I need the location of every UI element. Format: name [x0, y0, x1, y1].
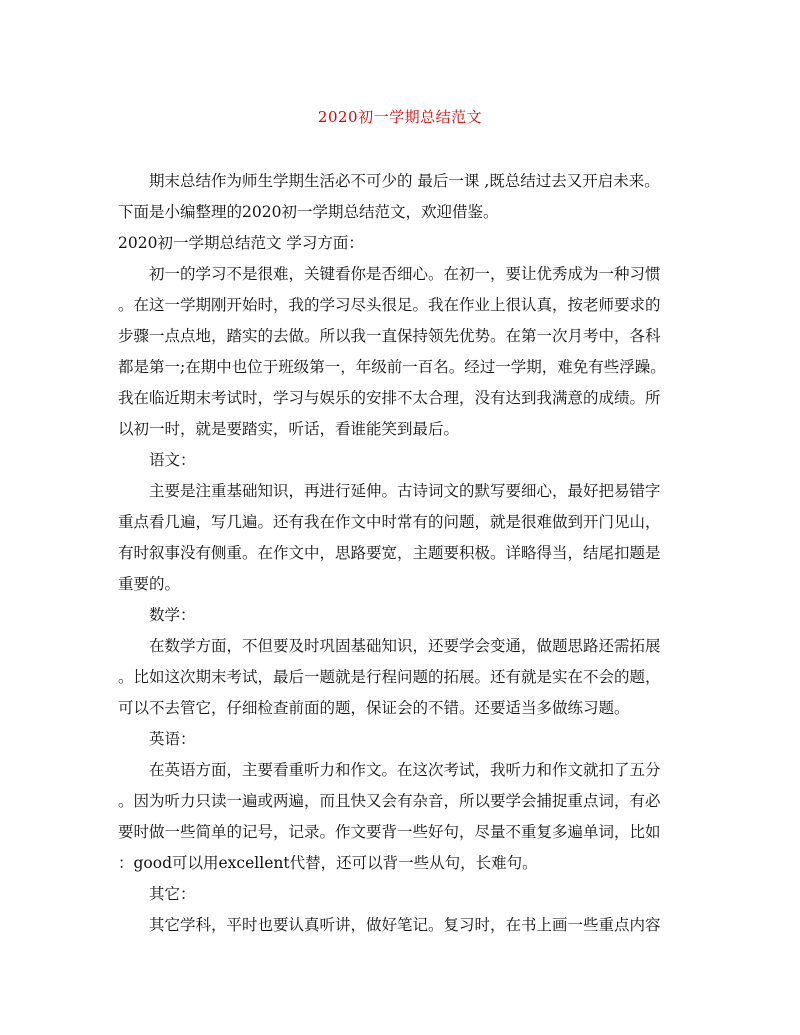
paragraph-line: 步骤一点点地，踏实的去做。所以我一直保持领先优势。在第一次月考中，各科	[118, 327, 661, 345]
section-heading: 其它：	[149, 885, 196, 903]
section-heading: 语文：	[149, 451, 196, 469]
paragraph-line: 重要的。	[118, 575, 181, 593]
paragraph-line: 其它学科，平时也要认真听讲，做好笔记。复习时，在书上画一些重点内容	[149, 916, 661, 934]
paragraph-line: ：good可以用excellent代替，还可以背一些从句，长难句。	[118, 854, 538, 872]
paragraph-line: 在数学方面，不但要及时巩固基础知识，还要学会变通，做题思路还需拓展	[149, 637, 661, 655]
paragraph-line: 在英语方面，主要看重听力和作文。在这次考试，我听力和作文就扣了五分	[149, 761, 661, 779]
paragraph-line: 重点看几遍，写几遍。还有我在作文中时常有的问题，就是很难做到开门见山，	[118, 513, 661, 531]
paragraph-line: 期末总结作为师生学期生活必不可少的 最后一课 ,既总结过去又开启未来。	[149, 172, 660, 190]
section-heading: 英语：	[149, 730, 196, 748]
paragraph-line: 我在临近期末考试时，学习与娱乐的安排不太合理，没有达到我满意的成绩。所	[118, 389, 661, 407]
paragraph-line: 主要是注重基础知识，再进行延伸。古诗词文的默写要细心，最好把易错字	[149, 482, 661, 500]
paragraph-line: 可以不去管它，仔细检查前面的题，保证会的不错。还要适当多做练习题。	[118, 699, 630, 717]
paragraph-line: 2020初一学期总结范文 学习方面：	[118, 234, 364, 252]
paragraph-line: 有时叙事没有侧重。在作文中，思路要宽，主题要积极。详略得当，结尾扣题是	[118, 544, 661, 562]
paragraph-line: 要时做一些简单的记号，记录。作文要背一些好句，尽量不重复多遍单词，比如	[118, 823, 661, 841]
section-heading: 数学：	[149, 606, 196, 624]
paragraph-line: 。比如这次期末考试，最后一题就是行程问题的拓展。还有就是实在不会的题，	[118, 668, 661, 686]
paragraph-line: 。在这一学期刚开始时，我的学习尽头很足。我在作业上很认真，按老师要求的	[118, 296, 661, 314]
paragraph-line: 都是第一;在期中也位于班级第一，年级前一百名。经过一学期，难免有些浮躁。	[118, 358, 666, 376]
paragraph-line: 。因为听力只读一遍或两遍，而且快又会有杂音，所以要学会捕捉重点词，有必	[118, 792, 661, 810]
paragraph-line: 初一的学习不是很难，关键看你是否细心。在初一，要让优秀成为一种习惯	[149, 265, 661, 283]
paragraph-line: 以初一时，就是要踏实，听话，看谁能笑到最后。	[118, 420, 460, 438]
document-title: 2020初一学期总结范文	[317, 108, 483, 126]
paragraph-line: 下面是小编整理的2020初一学期总结范文，欢迎借鉴。	[118, 203, 499, 221]
